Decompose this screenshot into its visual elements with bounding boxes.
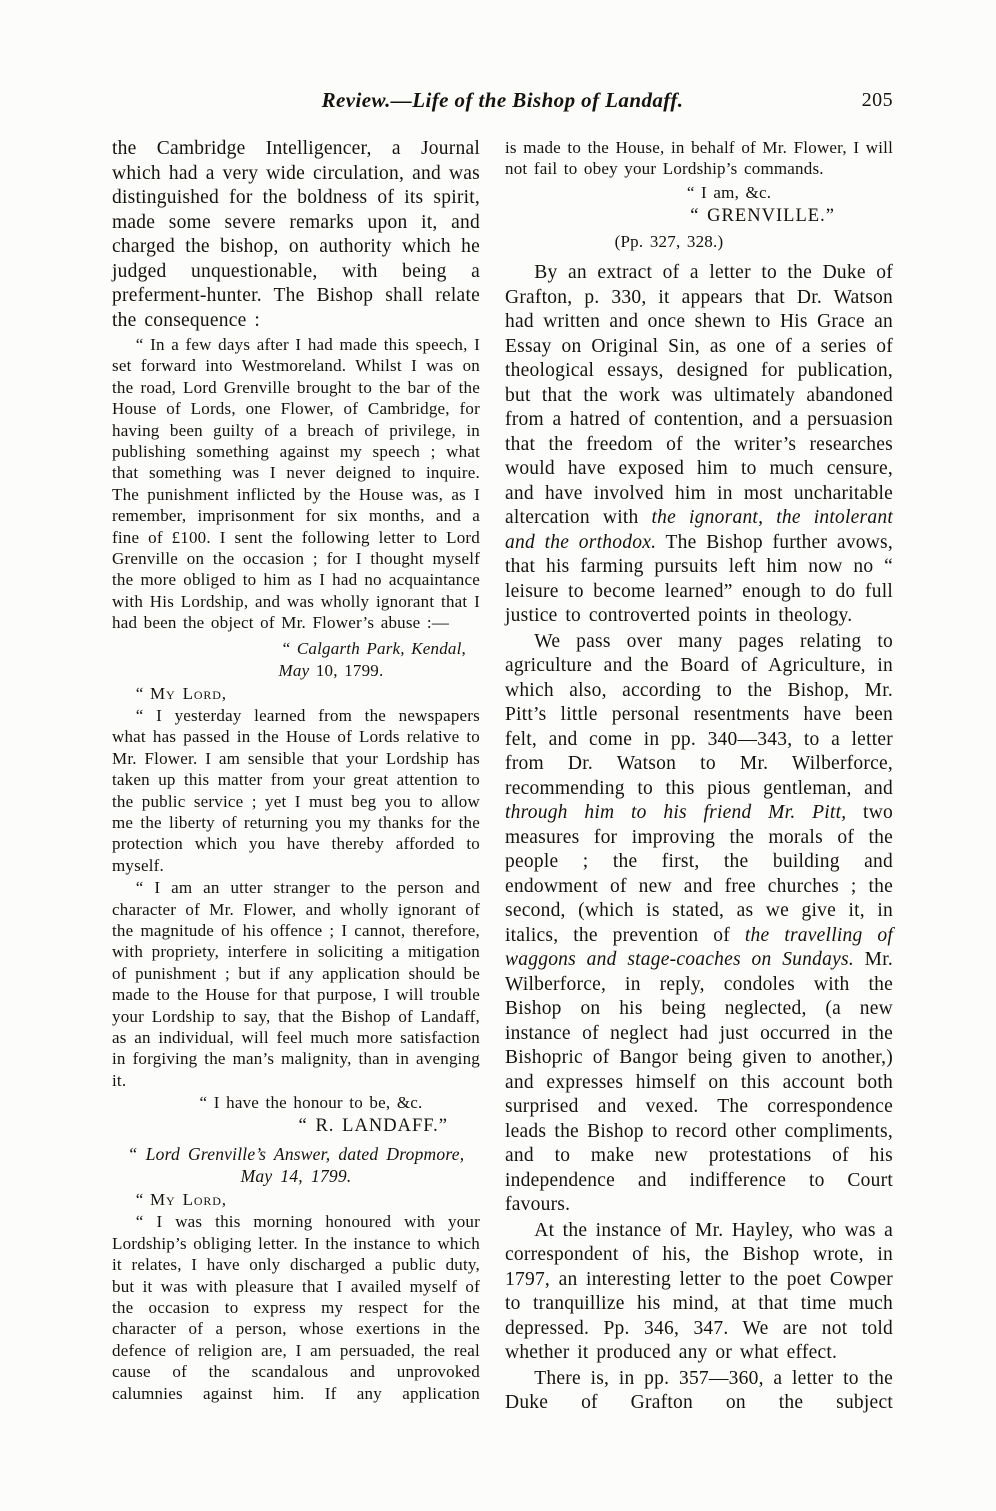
letter-closing: “ I am, &c. xyxy=(686,182,772,202)
letter-signature xyxy=(505,205,893,227)
review-paragraph: There is, in pp. 357—360, a letter to the Duke of Grafton on the subject xyxy=(505,1367,893,1414)
text-columns xyxy=(112,137,893,1417)
italic-phrase: the ignorant, the intolerant and the orthodox. xyxy=(505,507,894,553)
letter-closing: “ I have the honour to be, &c. xyxy=(199,1093,423,1113)
paragraph-run: We pass over many pages relating to agriculture and the Board of Agriculture, in which also, according to the Bishop, Mr. Pitt’s little personal resentments have been felt, and come in pp. 340—343, to a letter from Dr. Watson to Mr. Wilberforce, recommending to this pious gentleman, and xyxy=(505,630,893,799)
opening-quote-mark: “ xyxy=(135,683,151,703)
signature-name: “ R. LANDAFF.” xyxy=(298,1115,448,1136)
running-head xyxy=(112,88,893,112)
salutation-name: My Lord, xyxy=(150,1190,227,1210)
letter-dateline-date xyxy=(112,660,480,681)
column-left xyxy=(112,137,480,1405)
letter-salutation xyxy=(112,683,480,704)
review-paragraph xyxy=(505,261,893,629)
dateline-rest: 10, 1799. xyxy=(309,661,384,681)
dateline-month: May xyxy=(278,661,310,681)
bishop-quote-paragraph: “ In a few days after I had made this speech, I set forward into Westmoreland. Whilst I was on the road, Lord Grenville brought to the bar of the House of Lords, one Flower, of Cambridge, for having been guilty of a breach of privilege, in publishing something against my speech ; what that something was I never deigned to inquire. The punishment inflicted by the House was, as I remember, imprisonment for six months, and a fine of £100. I sent the following letter to Lord Grenville on the occasion ; for I thought myself the more obliged to him as I had no acquaintance with His Lordship, and was wholly ignorant that I had been the object of Mr. Flower’s abuse :— xyxy=(112,335,480,633)
review-paragraph xyxy=(505,630,893,1218)
page-citation: (Pp. 327, 328.) xyxy=(614,231,724,251)
opening-quote-mark: “ xyxy=(135,1190,151,1210)
letter-paragraph: “ I yesterday learned from the newspapers what has passed in the House of Lords relative to Mr. Flower. I am sensible that your Lordship has taken up this matter from your great attention to the public service ; yet I must beg you to allow me the liberty of returning you my thanks for the protection which you have thereby afforded to myself. xyxy=(112,705,480,875)
italic-phrase: through him to his friend Mr. Pitt, xyxy=(505,802,847,824)
opening-quote-mark: “ xyxy=(282,638,297,658)
intro-paragraph: the Cambridge Intelligencer, a Journal which had a very wide circulation, and was distinguished for the boldness of its spirit, made some severe remarks upon it, and charged the bishop, on authority which he judged unquestionable, with being a preferment-hunter. The Bishop shall relate the consequence : xyxy=(112,138,480,331)
page-number: 205 xyxy=(861,89,893,111)
letter-salutation xyxy=(112,1189,480,1210)
salutation-name: My Lord, xyxy=(150,683,227,703)
page-title: Review.—Life of the Bishop of Landaff. xyxy=(321,88,684,112)
column-right xyxy=(505,137,893,1417)
italic-phrase: the travelling of waggons and stage-coaches on Sundays. xyxy=(505,924,894,971)
letter-paragraph: “ I was this morning honoured with your Lordship’s obliging letter. In the instance to which it relates, I have only discharged a public duty, but it was with pleasure that I availed myself of the occasion to express my respect for the character of a person, whose exertions in the defence of religion are, I am persuaded, the real cause of the scandalous and unprovoked calumnies against him. If any application xyxy=(112,1212,480,1403)
paragraph-run: By an extract of a letter to the Duke of Grafton, p. 330, it appears that Dr. Watson had written and once shewn to His Grace an Essay on Original Sin, as one of a series of theological essays, designed for publication, but that the work was ultimately abandoned from a hatred of contention, and a persuasion that the freedom of the writer’s researches would have exposed him to much censure, and have involved him in most uncharitable altercation with xyxy=(505,262,893,529)
paragraph-run: two measures for improving the morals of the people ; the first, the building and endowment of new and free churches ; the second, (which is stated, as we give it, in italics, the prevention of xyxy=(505,802,893,946)
paragraph-run: Mr. Wilberforce, in reply, condoles with the Bishop on his being neglected, (a new instance of neglect had just occurred in the Bishopric of Bangor being given to another,) and expresses himself on this account both surprised and vexed. The correspondence leads the Bishop to record other compliments, and to make new protestations of his independence and indifference to Court favours. xyxy=(505,949,893,1216)
grenville-answer-heading: “ Lord Grenville’s Answer, dated Dropmore, May 14, 1799. xyxy=(127,1144,465,1187)
review-paragraph: At the instance of Mr. Hayley, who was a correspondent of his, the Bishop wrote, in 1797, an interesting letter to the poet Cowper to tranquillize his mind, at that time much depressed. Pp. 346, 347. We are not told whether it produced any or what effect. xyxy=(505,1219,893,1364)
dateline-place-text: Calgarth Park, Kendal, xyxy=(296,638,466,658)
signature-name: “ GRENVILLE.” xyxy=(690,206,835,227)
paragraph-run: The Bishop further avows, that his farming pursuits left him now no “ leisure to become learned” enough to do full justice to controverted points in theology. xyxy=(505,531,893,627)
letter-dateline-place xyxy=(112,638,480,659)
letter-continuation-paragraph: is made to the House, in behalf of Mr. Flower, I will not fail to obey your Lordship’s commands. xyxy=(505,138,893,179)
letter-paragraph: “ I am an utter stranger to the person and character of Mr. Flower, and wholly ignorant of the magnitude of his offence ; I cannot, therefore, with propriety, interfere in soliciting a mitigation of punishment ; but if any application should be made to the House for that purpose, I will trouble your Lordship to say, that the Bishop of Landaff, as an individual, will feel much more satisfaction in forgiving the man’s malignity, than in avenging it. xyxy=(112,878,480,1090)
letter-signature xyxy=(112,1115,480,1137)
